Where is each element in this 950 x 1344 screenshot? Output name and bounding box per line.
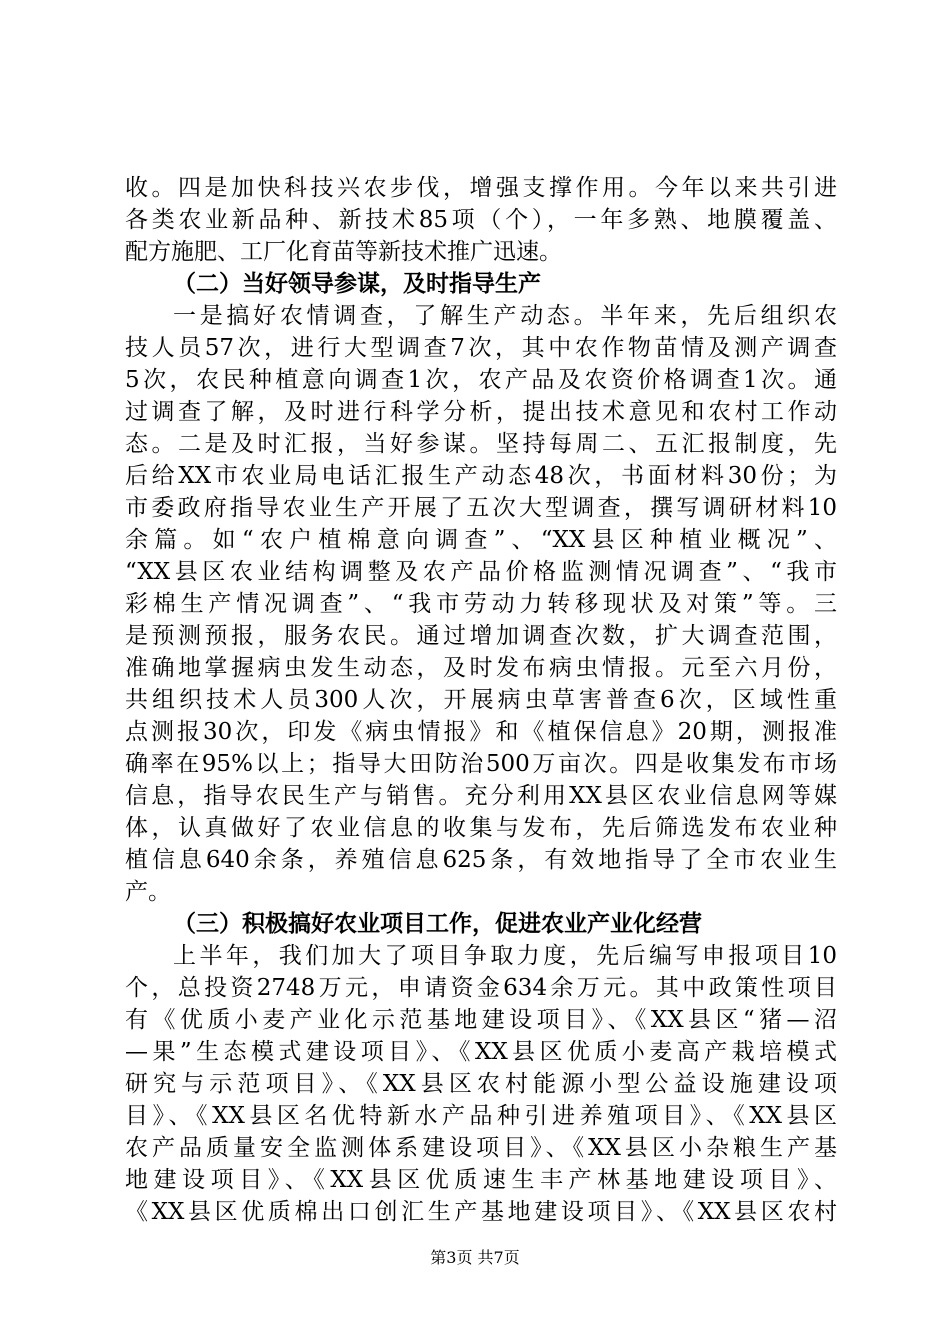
text-line: 上半年，我们加大了项目争取力度，先后编写申报项目10: [173, 943, 837, 969]
text-line: 目》、《XX县区名优特新水产品种引进养殖项目》、《XX县区: [125, 1103, 837, 1129]
paragraph-1: [125, 172, 837, 268]
text-line: 各类农业新品种、新技术85项（个），一年多熟、地膜覆盖、: [125, 207, 837, 233]
text-line: 产。: [125, 879, 171, 905]
page-footer: 第3页 共7页: [430, 1248, 520, 1267]
text-line: 收。四是加快科技兴农步伐，增强支撑作用。今年以来共引进: [125, 175, 837, 201]
text-line: 余篇。如“农户植棉意向调查”、“XX县区种植业概况”、: [125, 527, 837, 553]
text-line: 农产品质量安全监测体系建设项目》、《XX县区小杂粮生产基: [125, 1135, 837, 1161]
text-line: 过调查了解，及时进行科学分析，提出技术意见和农村工作动: [125, 399, 837, 425]
text-line: —果”生态模式建设项目》、《XX县区优质小麦高产栽培模式: [125, 1039, 837, 1065]
text-line: 体，认真做好了农业信息的收集与发布，先后筛选发布农业种: [125, 815, 837, 841]
text-line: 彩棉生产情况调查”、“我市劳动力转移现状及对策”等。三: [125, 591, 837, 617]
text-line: 准确地掌握病虫发生动态，及时发布病虫情报。元至六月份，: [125, 655, 837, 681]
text-line: 一是搞好农情调查，了解生产动态。半年来，先后组织农: [173, 303, 837, 329]
text-line: 市委政府指导农业生产开展了五次大型调查，撰写调研材料10: [125, 495, 837, 521]
text-line: 研究与示范项目》、《XX县区农村能源小型公益设施建设项: [125, 1071, 837, 1097]
text-line: 个，总投资2748万元，申请资金634余万元。其中政策性项目: [125, 975, 837, 1001]
text-line: 5次，农民种植意向调查1次，农产品及农资价格调查1次。通: [125, 367, 837, 393]
text-line: 技人员57次，进行大型调查7次，其中农作物苗情及测产调查: [125, 335, 837, 361]
text-line: 配方施肥、工厂化育苗等新技术推广迅速。: [125, 239, 562, 265]
text-line: 有《优质小麦产业化示范基地建设项目》、《XX县区“猪—沼: [125, 1007, 837, 1033]
text-line: 共组织技术人员300人次，开展病虫草害普查6次，区域性重: [125, 687, 837, 713]
section-heading-3: （三）积极搞好农业项目工作，促进农业产业化经营: [173, 910, 702, 937]
text-line: 《XX县区优质棉出口创汇生产基地建设项目》、《XX县区农村: [125, 1199, 837, 1225]
text-line: 点测报30次，印发《病虫情报》和《植保信息》20期，测报准: [125, 719, 837, 745]
document-body: [125, 172, 837, 1228]
text-line: 植信息640余条，养殖信息625条，有效地指导了全市农业生: [125, 847, 837, 873]
text-line: 态。二是及时汇报，当好参谋。坚持每周二、五汇报制度，先: [125, 431, 837, 457]
text-line: 确率在95%以上；指导大田防治500万亩次。四是收集发布市场: [125, 751, 837, 777]
text-line: 是预测预报，服务农民。通过增加调查次数，扩大调查范围，: [125, 623, 837, 649]
paragraph-2: [125, 300, 837, 908]
text-line: 信息，指导农民生产与销售。充分利用XX县区农业信息网等媒: [125, 783, 837, 809]
paragraph-3: [125, 940, 837, 1228]
text-line: “XX县区农业结构调整及农产品价格监测情况调查”、“我市: [125, 559, 837, 585]
text-line: 地建设项目》、《XX县区优质速生丰产林基地建设项目》、: [125, 1167, 837, 1193]
text-line: 后给XX市农业局电话汇报生产动态48次，书面材料30份；为: [125, 463, 837, 489]
section-heading-2: （二）当好领导参谋，及时指导生产: [173, 270, 541, 297]
